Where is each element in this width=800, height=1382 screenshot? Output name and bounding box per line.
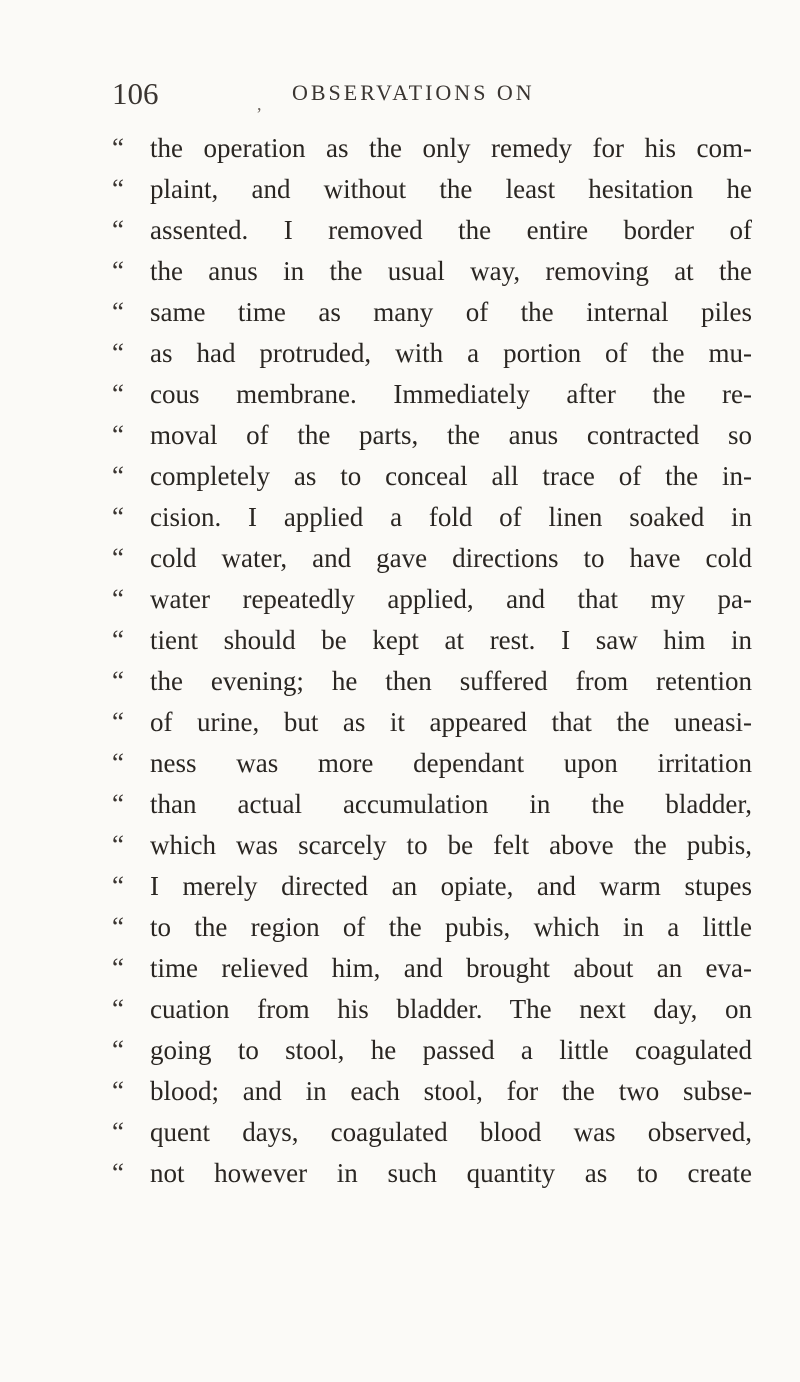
quotation-mark: “ [112, 830, 124, 860]
text-line [112, 948, 752, 989]
line-text: cision. I applied a fold of linen soaked in [150, 502, 752, 532]
quotation-mark: “ [112, 625, 124, 655]
line-text: than actual accumulation in the bladder, [150, 789, 752, 819]
line-text: time relieved him, and brought about an eva- [150, 953, 752, 983]
line-text: the anus in the usual way, removing at the [150, 256, 752, 286]
quotation-mark: “ [112, 1035, 124, 1065]
text-line [112, 415, 752, 456]
text-line [112, 128, 752, 169]
running-head: OBSERVATIONS ON [292, 80, 535, 105]
quotation-mark: “ [112, 584, 124, 614]
quotation-mark: “ [112, 215, 124, 245]
text-line [112, 374, 752, 415]
quotation-mark: “ [112, 1076, 124, 1106]
text-line [112, 1030, 752, 1071]
line-text: I merely directed an opiate, and warm stupes [150, 871, 752, 901]
stray-mark: , [257, 94, 262, 114]
text-line [112, 866, 752, 907]
text-line [112, 989, 752, 1030]
quotation-mark: “ [112, 707, 124, 737]
quotation-mark: “ [112, 871, 124, 901]
quotation-mark: “ [112, 1117, 124, 1147]
quotation-mark: “ [112, 789, 124, 819]
text-line [112, 1071, 752, 1112]
text-line [112, 292, 752, 333]
page-number: 106 [112, 76, 159, 111]
quotation-mark: “ [112, 420, 124, 450]
quotation-mark: “ [112, 953, 124, 983]
text-line [112, 1153, 752, 1194]
line-text: cous membrane. Immediately after the re- [150, 379, 752, 409]
line-text: moval of the parts, the anus contracted so [150, 420, 752, 450]
line-text: plaint, and without the least hesitation he [150, 174, 752, 204]
quotation-mark: “ [112, 666, 124, 696]
line-text: the evening; he then suffered from retention [150, 666, 752, 696]
line-text: to the region of the pubis, which in a little [150, 912, 752, 942]
line-text: cold water, and gave directions to have cold [150, 543, 752, 573]
line-text: not however in such quantity as to create [150, 1158, 752, 1188]
quotation-mark: “ [112, 461, 124, 491]
line-text: water repeatedly applied, and that my pa- [150, 584, 752, 614]
line-text: which was scarcely to be felt above the pubis, [150, 830, 752, 860]
line-text: completely as to conceal all trace of the in- [150, 461, 752, 491]
text-line [112, 620, 752, 661]
text-line [112, 251, 752, 292]
line-text: the operation as the only remedy for his com- [150, 133, 752, 163]
text-line [112, 456, 752, 497]
quotation-mark: “ [112, 256, 124, 286]
text-line [112, 538, 752, 579]
line-text: tient should be kept at rest. I saw him in [150, 625, 752, 655]
text-line [112, 1112, 752, 1153]
text-line [112, 702, 752, 743]
line-text: cuation from his bladder. The next day, on [150, 994, 752, 1024]
line-text: assented. I removed the entire border of [150, 215, 752, 245]
quotation-mark: “ [112, 338, 124, 368]
quotation-mark: “ [112, 1158, 124, 1188]
line-text: of urine, but as it appeared that the uneasi- [150, 707, 752, 737]
text-line [112, 333, 752, 374]
text-line [112, 907, 752, 948]
line-text: blood; and in each stool, for the two subse- [150, 1076, 752, 1106]
quotation-mark: “ [112, 502, 124, 532]
quotation-mark: “ [112, 133, 124, 163]
text-line [112, 825, 752, 866]
quotation-mark: “ [112, 543, 124, 573]
text-line [112, 579, 752, 620]
quotation-mark: “ [112, 748, 124, 778]
line-text: ness was more dependant upon irritation [150, 748, 752, 778]
quotation-mark: “ [112, 994, 124, 1024]
line-text: going to stool, he passed a little coagulated [150, 1035, 752, 1065]
body-text [112, 128, 752, 1194]
text-line [112, 210, 752, 251]
quotation-mark: “ [112, 174, 124, 204]
quotation-mark: “ [112, 297, 124, 327]
quotation-mark: “ [112, 912, 124, 942]
line-text: as had protruded, with a portion of the mu- [150, 338, 752, 368]
text-line [112, 661, 752, 702]
line-text: quent days, coagulated blood was observed, [150, 1117, 752, 1147]
text-line [112, 743, 752, 784]
text-line [112, 169, 752, 210]
page-header [112, 76, 752, 116]
quotation-mark: “ [112, 379, 124, 409]
text-line [112, 784, 752, 825]
text-line [112, 497, 752, 538]
line-text: same time as many of the internal piles [150, 297, 752, 327]
